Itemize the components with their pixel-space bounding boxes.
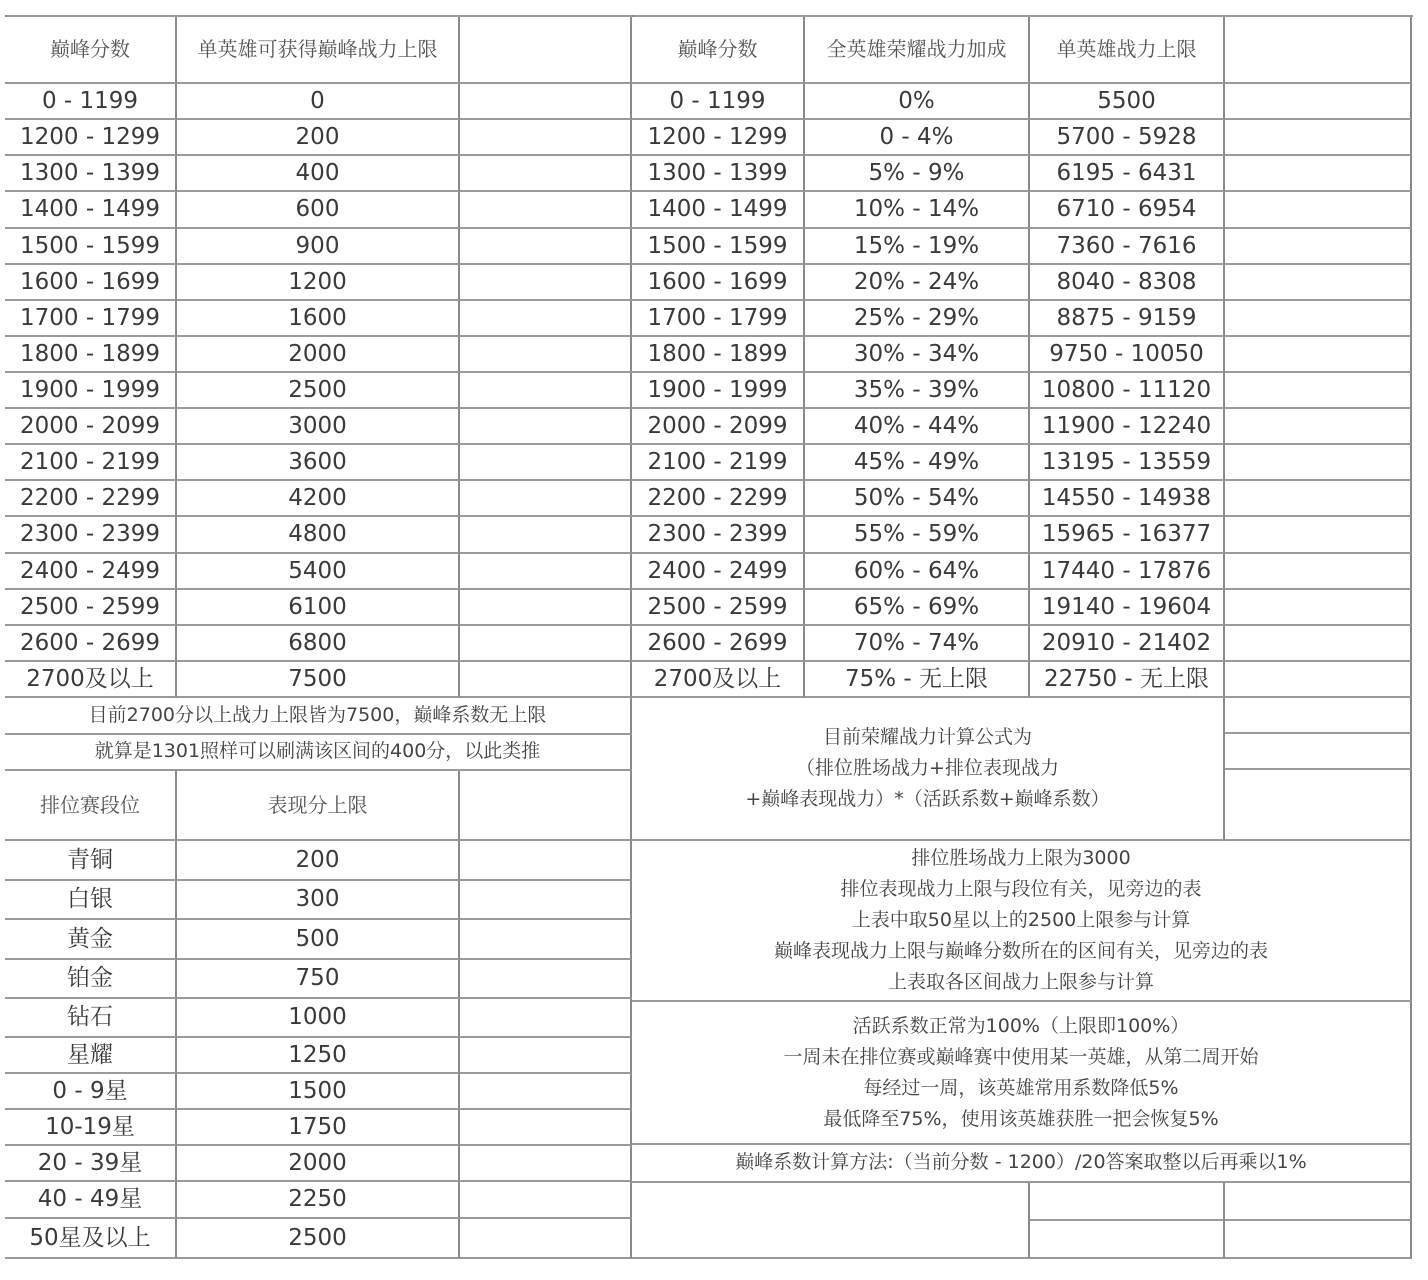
right-bonus-cell[interactable]: 15% - 19%	[805, 229, 1030, 265]
right-bonus-cell[interactable]: 5% - 9%	[805, 156, 1030, 192]
rank-empty-cell[interactable]	[460, 960, 632, 999]
rank-cap-cell[interactable]: 2000	[177, 1146, 460, 1182]
right-empty-cell[interactable]	[1225, 120, 1412, 156]
rank-cap-cell[interactable]: 1000	[177, 999, 460, 1038]
right-bonus-cell[interactable]: 70% - 74%	[805, 626, 1030, 662]
limits-box-line: 巅峰表现战力上限与巅峰分数所在的区间有关，见旁边的表	[773, 940, 1268, 962]
right-bonus-cell[interactable]: 45% - 49%	[805, 445, 1030, 481]
right-bonus-cell[interactable]: 20% - 24%	[805, 265, 1030, 301]
left-empty-cell[interactable]	[460, 156, 632, 192]
right-hero-cap-cell[interactable]: 14550 - 14938	[1030, 481, 1225, 517]
left-peak-cap-cell[interactable]: 900	[177, 229, 460, 265]
left-empty-cell[interactable]	[460, 662, 632, 698]
rank-tier-cell[interactable]: 星耀	[5, 1038, 177, 1074]
rank-cap-cell[interactable]: 1500	[177, 1074, 460, 1110]
right-score-range-cell[interactable]: 2100 - 2199	[632, 445, 805, 481]
rank-tier-cell[interactable]: 0 - 9星	[5, 1074, 177, 1110]
left-score-range-cell[interactable]: 2100 - 2199	[5, 445, 177, 481]
left-empty-cell[interactable]	[460, 445, 632, 481]
activity-box-line: 活跃系数正常为100%（上限即100%）	[852, 1014, 1190, 1037]
right-empty-cell[interactable]	[1225, 337, 1412, 373]
left-score-range-cell[interactable]: 2300 - 2399	[5, 517, 177, 554]
left-peak-cap-cell[interactable]: 2000	[177, 337, 460, 373]
left-score-range-cell[interactable]: 1300 - 1399	[5, 156, 177, 192]
right-empty-cell[interactable]	[1225, 517, 1412, 554]
right-empty-cell[interactable]	[1225, 662, 1412, 698]
left-peak-cap-cell[interactable]: 400	[177, 156, 460, 192]
right-hero-cap-cell[interactable]: 17440 - 17876	[1030, 554, 1225, 590]
left-empty-cell[interactable]	[460, 590, 632, 626]
right-bonus-cell[interactable]: 10% - 14%	[805, 192, 1030, 229]
right-hero-cap-cell[interactable]: 9750 - 10050	[1030, 337, 1225, 373]
left-score-range-cell[interactable]: 2200 - 2299	[5, 481, 177, 517]
left-empty-cell[interactable]	[460, 626, 632, 662]
limits-box-line: 排位表现战力上限与段位有关，见旁边的表	[840, 878, 1202, 900]
left-peak-cap-cell[interactable]: 600	[177, 192, 460, 229]
formula-box-line: +巅峰表现战力）*（活跃系数+巅峰系数）	[745, 788, 1110, 810]
right-empty-cell[interactable]	[1225, 698, 1412, 734]
right-score-range-cell[interactable]: 2400 - 2499	[632, 554, 805, 590]
right-empty-cell[interactable]	[1225, 84, 1412, 120]
left-header-cell[interactable]: 单英雄可获得巅峰战力上限	[177, 17, 460, 84]
limits-box-line: 上表取各区间战力上限参与计算	[887, 971, 1154, 993]
right-bonus-cell[interactable]: 35% - 39%	[805, 373, 1030, 409]
left-note-2[interactable]: 就算是1301照样可以刷满该区间的400分，以此类推	[5, 735, 632, 771]
right-header-cell[interactable]	[1225, 17, 1412, 84]
rank-header-cell[interactable]: 排位赛段位	[5, 771, 177, 841]
rank-tier-cell[interactable]: 青铜	[5, 841, 177, 881]
left-peak-cap-cell[interactable]: 2500	[177, 373, 460, 409]
activity-box-line: 每经过一周，该英雄常用系数降低5%	[863, 1076, 1179, 1099]
right-score-range-cell[interactable]: 2200 - 2299	[632, 481, 805, 517]
right-bonus-cell[interactable]: 30% - 34%	[805, 337, 1030, 373]
left-peak-cap-cell[interactable]: 0	[177, 84, 460, 120]
rank-empty-cell[interactable]	[460, 1182, 632, 1219]
right-empty-cell[interactable]	[1225, 554, 1412, 590]
right-score-range-cell[interactable]: 2300 - 2399	[632, 517, 805, 554]
right-hero-cap-cell[interactable]: 13195 - 13559	[1030, 445, 1225, 481]
right-empty-cell[interactable]	[1225, 590, 1412, 626]
rank-empty-cell[interactable]	[460, 1038, 632, 1074]
rank-empty-cell[interactable]	[460, 1219, 632, 1259]
right-hero-cap-cell[interactable]: 11900 - 12240	[1030, 409, 1225, 445]
left-peak-cap-cell[interactable]: 4800	[177, 517, 460, 554]
left-peak-cap-cell[interactable]: 6100	[177, 590, 460, 626]
rank-cap-cell[interactable]: 500	[177, 920, 460, 960]
left-peak-cap-cell[interactable]: 200	[177, 120, 460, 156]
left-score-range-cell[interactable]: 1500 - 1599	[5, 229, 177, 265]
left-score-range-cell[interactable]: 1700 - 1799	[5, 301, 177, 337]
right-score-range-cell[interactable]: 1600 - 1699	[632, 265, 805, 301]
right-empty-cell[interactable]	[1225, 481, 1412, 517]
left-empty-cell[interactable]	[460, 481, 632, 517]
right-hero-cap-cell[interactable]: 8040 - 8308	[1030, 265, 1225, 301]
left-score-range-cell[interactable]: 1400 - 1499	[5, 192, 177, 229]
right-bonus-cell[interactable]: 40% - 44%	[805, 409, 1030, 445]
left-peak-cap-cell[interactable]: 6800	[177, 626, 460, 662]
right-score-range-cell[interactable]: 2000 - 2099	[632, 409, 805, 445]
right-header-cell[interactable]: 单英雄战力上限	[1030, 17, 1225, 84]
rank-empty-cell[interactable]	[460, 1146, 632, 1182]
right-score-range-cell[interactable]: 2700及以上	[632, 662, 805, 698]
rank-empty-cell[interactable]	[460, 841, 632, 881]
rank-empty-cell[interactable]	[460, 1110, 632, 1146]
right-empty-cell[interactable]	[1225, 301, 1412, 337]
formula-box[interactable]	[632, 698, 1225, 841]
right-score-range-cell[interactable]: 1300 - 1399	[632, 156, 805, 192]
left-header-cell[interactable]: 巅峰分数	[5, 17, 177, 84]
left-peak-cap-cell[interactable]: 3600	[177, 445, 460, 481]
right-empty-cell[interactable]	[1225, 409, 1412, 445]
rank-empty-cell[interactable]	[460, 1074, 632, 1110]
right-empty-cell[interactable]	[1225, 192, 1412, 229]
bottom-empty-cell[interactable]	[1030, 1221, 1225, 1259]
right-hero-cap-cell[interactable]: 6195 - 6431	[1030, 156, 1225, 192]
left-score-range-cell[interactable]: 2000 - 2099	[5, 409, 177, 445]
left-empty-cell[interactable]	[460, 554, 632, 590]
right-empty-cell[interactable]	[1225, 229, 1412, 265]
rank-cap-cell[interactable]: 750	[177, 960, 460, 999]
right-empty-cell[interactable]	[1225, 373, 1412, 409]
rank-cap-cell[interactable]: 1750	[177, 1110, 460, 1146]
right-score-range-cell[interactable]: 1900 - 1999	[632, 373, 805, 409]
right-empty-cell[interactable]	[1225, 734, 1412, 770]
limits-box-line: 排位胜场战力上限为3000	[911, 847, 1131, 869]
left-peak-cap-cell[interactable]: 1600	[177, 301, 460, 337]
left-peak-cap-cell[interactable]: 5400	[177, 554, 460, 590]
bottom-empty-cell[interactable]	[1225, 1183, 1412, 1221]
formula-box-line: 目前荣耀战力计算公式为	[822, 726, 1032, 748]
left-score-range-cell[interactable]: 2700及以上	[5, 662, 177, 698]
rank-empty-cell[interactable]	[460, 999, 632, 1038]
right-bonus-cell[interactable]: 60% - 64%	[805, 554, 1030, 590]
limits-box[interactable]	[632, 841, 1412, 1002]
right-bonus-cell[interactable]: 55% - 59%	[805, 517, 1030, 554]
right-bonus-cell[interactable]: 0%	[805, 84, 1030, 120]
left-score-range-cell[interactable]: 2500 - 2599	[5, 590, 177, 626]
right-score-range-cell[interactable]: 1200 - 1299	[632, 120, 805, 156]
bottom-empty-cell[interactable]	[1030, 1183, 1225, 1221]
right-hero-cap-cell[interactable]: 5500	[1030, 84, 1225, 120]
rank-cap-cell[interactable]: 1250	[177, 1038, 460, 1074]
left-empty-cell[interactable]	[460, 301, 632, 337]
left-empty-cell[interactable]	[460, 265, 632, 301]
peak-coefficient-note[interactable]: 巅峰系数计算方法:（当前分数 - 1200）/20答案取整以后再乘以1%	[632, 1145, 1412, 1183]
left-score-range-cell[interactable]: 0 - 1199	[5, 84, 177, 120]
right-score-range-cell[interactable]: 1500 - 1599	[632, 229, 805, 265]
right-hero-cap-cell[interactable]: 10800 - 11120	[1030, 373, 1225, 409]
left-peak-cap-cell[interactable]: 1200	[177, 265, 460, 301]
right-empty-cell[interactable]	[1225, 156, 1412, 192]
rank-cap-cell[interactable]: 2500	[177, 1219, 460, 1259]
left-score-range-cell[interactable]: 1900 - 1999	[5, 373, 177, 409]
left-empty-cell[interactable]	[460, 229, 632, 265]
left-empty-cell[interactable]	[460, 120, 632, 156]
rank-header-cell[interactable]: 表现分上限	[177, 771, 460, 841]
left-peak-cap-cell[interactable]: 3000	[177, 409, 460, 445]
left-empty-cell[interactable]	[460, 192, 632, 229]
right-bonus-cell[interactable]: 65% - 69%	[805, 590, 1030, 626]
left-empty-cell[interactable]	[460, 373, 632, 409]
rank-tier-cell[interactable]: 黄金	[5, 920, 177, 960]
right-hero-cap-cell[interactable]: 6710 - 6954	[1030, 192, 1225, 229]
left-score-range-cell[interactable]: 2600 - 2699	[5, 626, 177, 662]
left-score-range-cell[interactable]: 1200 - 1299	[5, 120, 177, 156]
right-score-range-cell[interactable]: 2500 - 2599	[632, 590, 805, 626]
right-empty-cell[interactable]	[1225, 265, 1412, 301]
rank-empty-cell[interactable]	[460, 881, 632, 920]
right-hero-cap-cell[interactable]: 22750 - 无上限	[1030, 662, 1225, 698]
left-empty-cell[interactable]	[460, 84, 632, 120]
rank-cap-cell[interactable]: 2250	[177, 1182, 460, 1219]
left-score-range-cell[interactable]: 1800 - 1899	[5, 337, 177, 373]
right-empty-cell[interactable]	[1225, 626, 1412, 662]
right-hero-cap-cell[interactable]: 7360 - 7616	[1030, 229, 1225, 265]
right-hero-cap-cell[interactable]: 20910 - 21402	[1030, 626, 1225, 662]
right-bonus-cell[interactable]: 75% - 无上限	[805, 662, 1030, 698]
right-empty-cell[interactable]	[1225, 445, 1412, 481]
left-score-range-cell[interactable]: 2400 - 2499	[5, 554, 177, 590]
right-score-range-cell[interactable]: 1800 - 1899	[632, 337, 805, 373]
rank-empty-cell[interactable]	[460, 920, 632, 960]
right-hero-cap-cell[interactable]: 5700 - 5928	[1030, 120, 1225, 156]
rank-tier-cell[interactable]: 10-19星	[5, 1110, 177, 1146]
right-score-range-cell[interactable]: 1700 - 1799	[632, 301, 805, 337]
right-header-cell[interactable]: 全英雄荣耀战力加成	[805, 17, 1030, 84]
rank-tier-cell[interactable]: 钻石	[5, 999, 177, 1038]
rank-tier-cell[interactable]: 白银	[5, 881, 177, 920]
right-hero-cap-cell[interactable]: 19140 - 19604	[1030, 590, 1225, 626]
left-peak-cap-cell[interactable]: 7500	[177, 662, 460, 698]
right-score-range-cell[interactable]: 0 - 1199	[632, 84, 805, 120]
rank-tier-cell[interactable]: 铂金	[5, 960, 177, 999]
right-empty-cell[interactable]	[1225, 770, 1412, 841]
rank-tier-cell[interactable]: 40 - 49星	[5, 1182, 177, 1219]
rank-tier-cell[interactable]: 20 - 39星	[5, 1146, 177, 1182]
left-empty-cell[interactable]	[460, 337, 632, 373]
rank-cap-cell[interactable]: 300	[177, 881, 460, 920]
right-hero-cap-cell[interactable]: 8875 - 9159	[1030, 301, 1225, 337]
left-peak-cap-cell[interactable]: 4200	[177, 481, 460, 517]
rank-cap-cell[interactable]: 200	[177, 841, 460, 881]
left-empty-cell[interactable]	[460, 409, 632, 445]
left-score-range-cell[interactable]: 1600 - 1699	[5, 265, 177, 301]
left-note-1[interactable]: 目前2700分以上战力上限皆为7500，巅峰系数无上限	[5, 698, 632, 735]
right-bonus-cell[interactable]: 50% - 54%	[805, 481, 1030, 517]
activity-box[interactable]	[632, 1002, 1412, 1145]
right-score-range-cell[interactable]: 2600 - 2699	[632, 626, 805, 662]
limits-box-line: 上表中取50星以上的2500上限参与计算	[851, 909, 1191, 931]
bottom-empty-cell[interactable]	[1225, 1221, 1412, 1259]
rank-tier-cell[interactable]: 50星及以上	[5, 1219, 177, 1259]
left-header-cell[interactable]	[460, 17, 632, 84]
activity-box-line: 最低降至75%，使用该英雄获胜一把会恢复5%	[823, 1107, 1219, 1130]
right-hero-cap-cell[interactable]: 15965 - 16377	[1030, 517, 1225, 554]
left-empty-cell[interactable]	[460, 517, 632, 554]
right-header-cell[interactable]: 巅峰分数	[632, 17, 805, 84]
bottom-empty-cell[interactable]	[632, 1183, 1030, 1259]
activity-box-line: 一周未在排位赛或巅峰赛中使用某一英雄，从第二周开始	[783, 1045, 1259, 1068]
right-bonus-cell[interactable]: 25% - 29%	[805, 301, 1030, 337]
rank-header-cell[interactable]	[460, 771, 632, 841]
formula-box-line: （排位胜场战力+排位表现战力	[796, 757, 1059, 779]
right-score-range-cell[interactable]: 1400 - 1499	[632, 192, 805, 229]
right-bonus-cell[interactable]: 0 - 4%	[805, 120, 1030, 156]
